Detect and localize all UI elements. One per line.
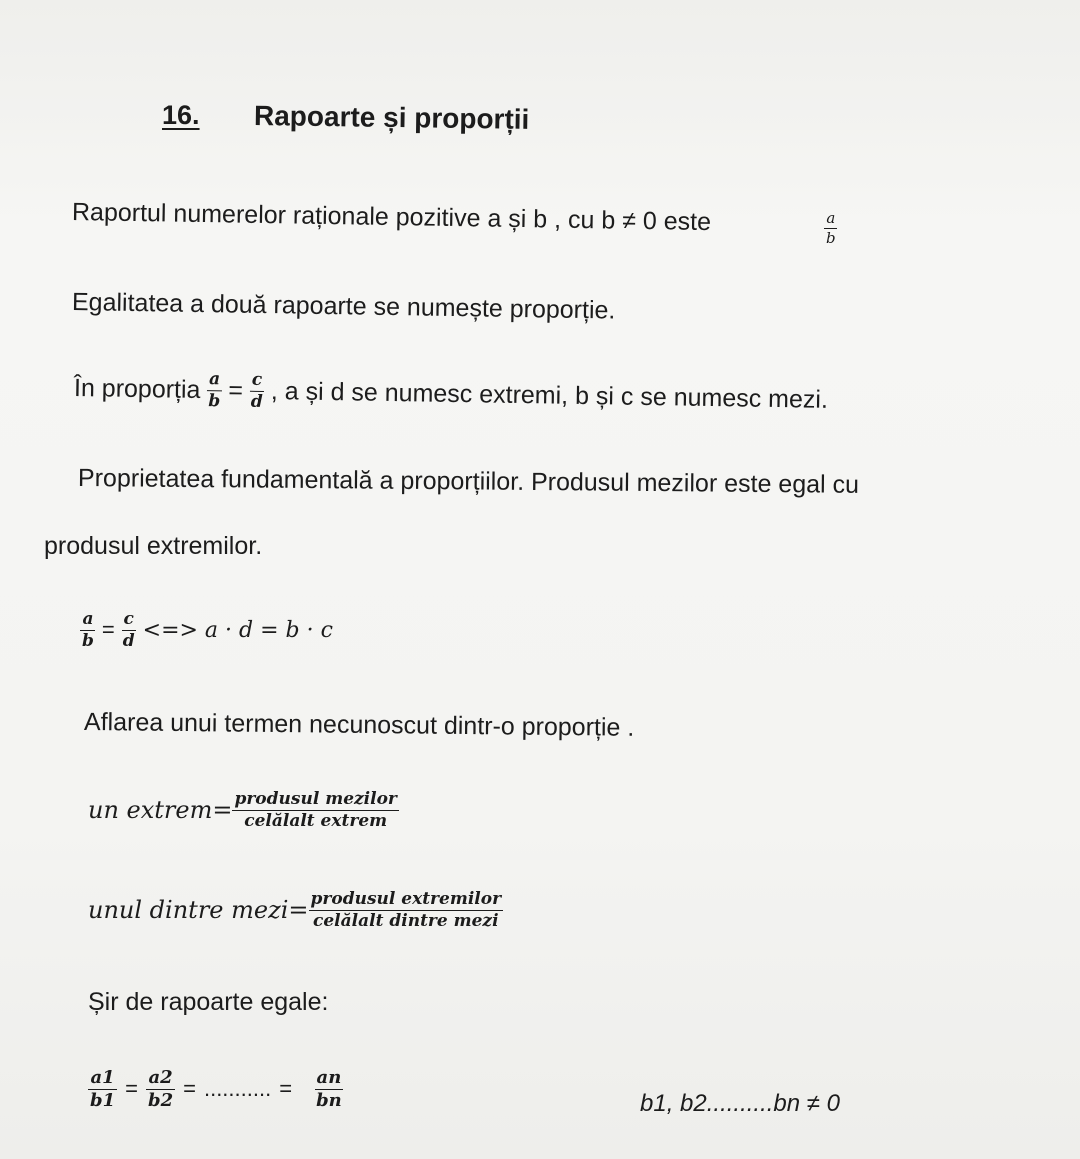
formula-frac2-numerator: c bbox=[123, 609, 134, 629]
unknown-term-heading: Aflarea unui termen necunoscut dintr-o proporție . bbox=[83, 708, 635, 742]
extreme-formula-numerator: produsul mezilor bbox=[234, 789, 397, 809]
formula-equals: = bbox=[101, 617, 115, 643]
equal-ratios-heading: Șir de rapoarte egale: bbox=[88, 988, 329, 1016]
extremes-means-prefix: În proporția bbox=[73, 373, 201, 404]
formula-equivalence: <=> a · d = b · c bbox=[142, 617, 333, 643]
extremes-equals: = bbox=[228, 376, 244, 405]
extremes-frac2-numerator: c bbox=[250, 371, 265, 392]
extremes-frac1-denominator: b bbox=[208, 390, 221, 411]
proportion-definition: Egalitatea a două rapoarte se numește proporție. bbox=[71, 288, 616, 325]
equal-ratios-chain bbox=[88, 1068, 344, 1111]
ratio-fraction bbox=[824, 210, 838, 246]
chain-equals-2: = bbox=[183, 1076, 196, 1102]
chain-frac1-denominator: b1 bbox=[90, 1089, 116, 1111]
mean-formula-numerator: produsul extremilor bbox=[310, 889, 502, 909]
property-formula bbox=[80, 610, 333, 650]
extreme-formula-denominator: celălalt extrem bbox=[244, 810, 388, 831]
fundamental-property-line1: Proprietatea fundamentală a proporțiilor. Produsul mezilor este egal cu bbox=[77, 464, 860, 499]
ratio-definition-text: Raportul numerelor raționale pozitive a și b , cu b ≠ 0 este bbox=[71, 198, 712, 237]
extremes-frac2-denominator: d bbox=[250, 391, 263, 412]
extremes-frac1-numerator: a bbox=[207, 370, 222, 391]
chain-frac1-numerator: a1 bbox=[90, 1067, 115, 1088]
chain-dots: ........... bbox=[203, 1076, 272, 1102]
fundamental-property-line2: produsul extremilor. bbox=[44, 532, 263, 560]
extreme-formula-label: un extrem= bbox=[88, 796, 233, 825]
ratio-fraction-denominator: b bbox=[826, 228, 836, 247]
chain-equals-1: = bbox=[125, 1076, 138, 1102]
formula-frac1-denominator: b bbox=[82, 630, 94, 651]
chain-fracn-numerator: an bbox=[316, 1067, 342, 1088]
chain-frac2-numerator: a2 bbox=[148, 1067, 173, 1088]
chain-condition: b1, b2..........bn ≠ 0 bbox=[640, 1090, 840, 1117]
extreme-formula bbox=[88, 790, 399, 830]
ratio-definition bbox=[72, 198, 711, 237]
chain-equals-3: = bbox=[279, 1076, 293, 1102]
chain-frac2-denominator: b2 bbox=[147, 1089, 174, 1111]
section-title: Rapoarte și proporții bbox=[253, 100, 530, 135]
formula-frac1-numerator: a bbox=[82, 609, 94, 629]
mean-formula bbox=[88, 890, 503, 930]
formula-frac2-denominator: d bbox=[122, 630, 135, 651]
extremes-means-line bbox=[74, 368, 829, 420]
chain-fracn-denominator: bn bbox=[316, 1089, 342, 1111]
extremes-means-suffix: , a și d se numesc extremi, b și c se numesc mezi. bbox=[270, 376, 829, 414]
section-number: 16. bbox=[162, 100, 200, 130]
ratio-fraction-numerator: a bbox=[826, 209, 836, 227]
mean-formula-denominator: celălalt dintre mezi bbox=[313, 910, 499, 931]
mean-formula-label: unul dintre mezi= bbox=[88, 896, 309, 925]
